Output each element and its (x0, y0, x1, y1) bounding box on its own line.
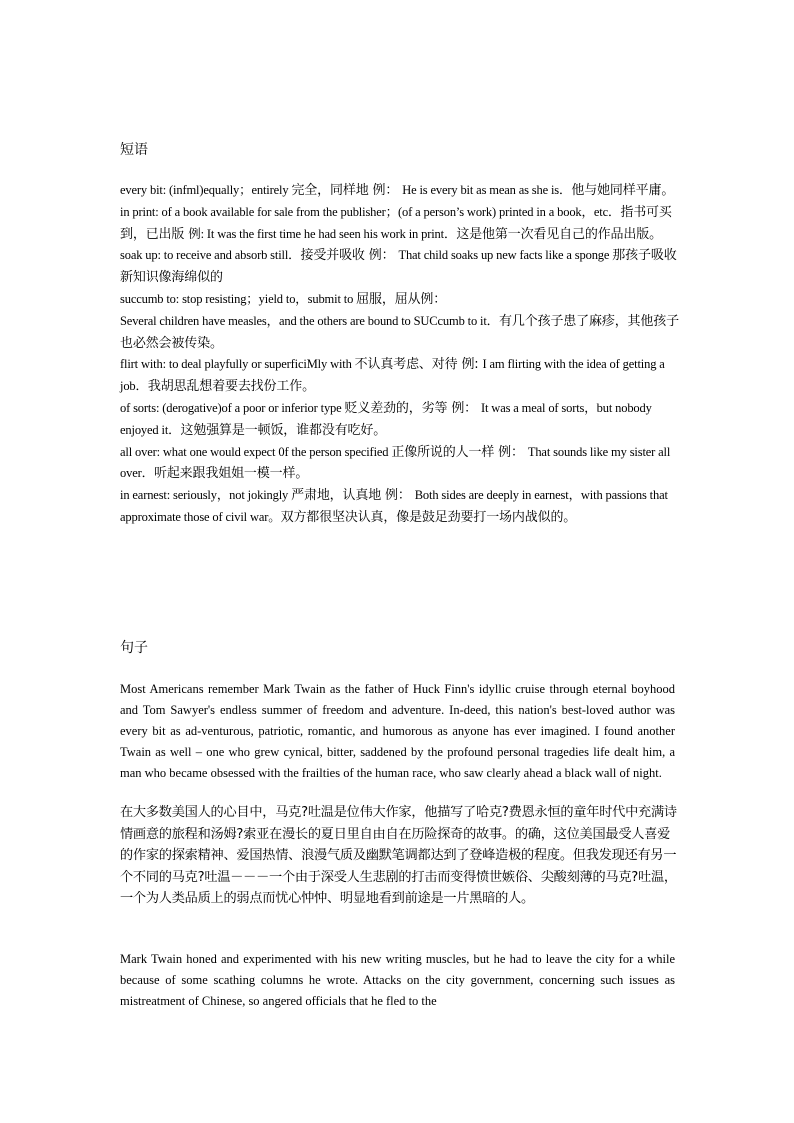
phrase-definition-cn: 接受并吸收 例： (300, 248, 399, 264)
phrase-entry (120, 289, 685, 354)
phrase-definition-en: soak up: to receive and absorb still． (120, 248, 301, 263)
phrase-example-en: It was a meal of sorts，but nobody enjoyed it． (120, 400, 652, 437)
phrase-definition-en: in earnest: seriously，not jokingly (120, 488, 292, 503)
phrase-example-en: Several children have measles，and the others are bound to SUCcumb to it． (120, 313, 500, 328)
phrase-example-en: That child soaks up new facts like a sponge (398, 248, 613, 263)
phrase-example-cn: 有几个孩子患了麻疹，其他孩子也必然会被传染。 (120, 313, 679, 351)
paragraph-chinese-translation: 在大多数美国人的心目中，马克?吐温是位伟大作家，他描写了哈克?费恩永恒的童年时代中充满诗情画意的旅程和汤姆?索亚在漫长的夏日里自由自在历险探奇的故事。的确，这位美国最受人喜爱的作家的探索精神、爱国热情、浪漫气质及幽默笔调都达到了登峰造极的程度。但我发现还有另一个不同的马克?吐温－－－一个由于深受人生悲剧的打击而变得愤世嫉俗、尖酸刻薄的马克?吐温，一个为人类品质上的弱点而忧心忡忡、明显地看到前途是一片黑暗的人。 (120, 805, 677, 906)
phrase-definition-en: all over: what one would expect 0f the person specified (120, 444, 392, 459)
phrase-definition-en: succumb to: stop resisting；yield to，submit to (120, 291, 357, 306)
phrase-entry (120, 245, 685, 289)
phrase-example-cn: 我胡思乱想着要去找份工作。 (147, 379, 315, 395)
phrase-example-en: That sounds like my sister all over． (120, 444, 671, 481)
phrase-example-en: I am flirting with the idea of getting a job． (120, 357, 665, 394)
phrase-entry (120, 180, 685, 202)
phrase-definition-cn: 指书可买到，已出版 (120, 204, 672, 242)
phrase-definition-cn: 正像所说的人一样 例： (391, 444, 528, 460)
phrase-definition-cn: 屈服，屈从例： (356, 291, 447, 307)
phrase-example-cn: 这勉强算是一顿饭，谁都没有吃好。 (180, 422, 387, 438)
phrase-example-en: He is every bit as mean as she is． (402, 183, 572, 197)
paragraph-english: Mark Twain honed and experimented with his new writing muscles, but he had to leave the city for a while because of some scathing columns he wrote. Attacks on the city government, concerning such issues as mistreatment of Chinese, so angered officials that he fled to the (120, 952, 675, 1008)
phrase-list (120, 180, 685, 529)
phrase-definition-en: every bit: (infml)equally；entirely (120, 183, 292, 197)
section-heading-phrases: 短语 (120, 142, 148, 158)
phrase-definition-en: of sorts: (derogative)of a poor or inferior type (120, 400, 345, 415)
paragraph-english: Most Americans remember Mark Twain as the father of Huck Finn's idyllic cruise through eternal boyhood and Tom Sawyer's endless summer of freedom and adventure. In-deed, this nation's best-loved author was every bit as ad-venturous, patriotic, romantic, and humorous as anyone has ever imagined. I found another Twain as well – one who grew cynical, bitter, saddened by the profound personal tragedies life dealt him, a man who became obsessed with the frailties of the human race, who saw clearly ahead a black wall of night. (120, 682, 675, 780)
phrase-example-en: 例: It was the first time he had seen his work in print． (188, 226, 457, 241)
section-heading-sentences: 句子 (120, 640, 148, 656)
phrase-entry (120, 485, 685, 529)
phrase-entry (120, 354, 685, 398)
phrase-example-cn: 那孩子吸收新知识像海绵似的 (120, 248, 677, 286)
phrase-example-cn: 听起来跟我姐姐一模一样。 (153, 466, 309, 482)
phrase-definition-cn: 完全，同样地 例： (291, 183, 403, 198)
phrase-example-cn: 双方都很坚决认真，像是鼓足劲要打一场内战似的。 (280, 509, 577, 525)
phrase-definition-en: flirt with: to deal playfully or superficiMly with (120, 357, 355, 372)
phrase-entry (120, 202, 685, 246)
phrase-definition-cn: 严肃地，认真地 例： (291, 488, 415, 504)
phrase-entry (120, 398, 685, 442)
phrase-definition-cn: 贬义差劲的，劣等 例： (344, 400, 481, 416)
phrase-definition-en: in print: of a book available for sale from the publisher；(of a person’s work) printed in a book，etc． (120, 204, 621, 219)
phrase-definition-cn: 不认真考虑、对待 例: (354, 357, 483, 373)
phrase-example-en: Both sides are deeply in earnest，with passions that approximate those of civil war。 (120, 488, 668, 524)
phrase-entry (120, 442, 685, 486)
phrase-example-cn: 他与她同样平庸。 (571, 183, 675, 198)
phrase-example-cn: 这是他第一次看见自己的作品出版。 (456, 226, 662, 242)
